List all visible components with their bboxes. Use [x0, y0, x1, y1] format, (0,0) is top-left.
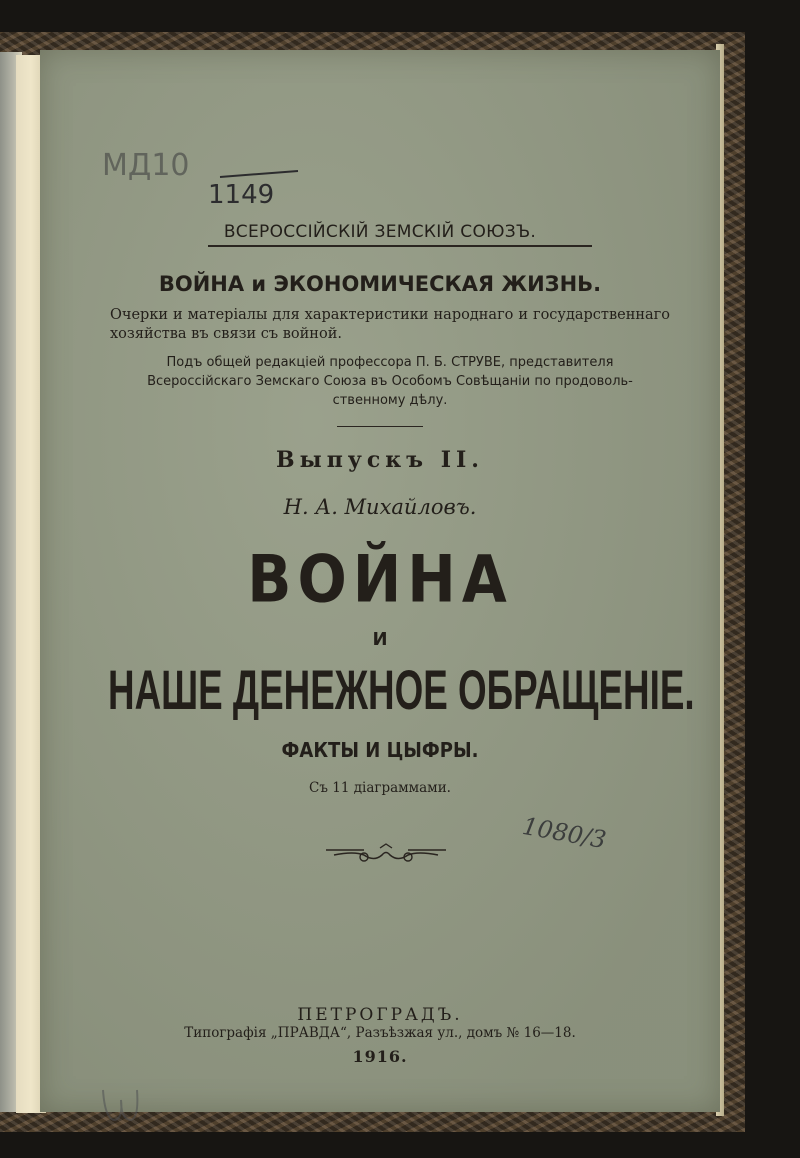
title-page [40, 50, 720, 1112]
ornament-divider [324, 842, 448, 868]
series-description: Очерки и матеріалы для характеристики народнаго и государственнаго хозяйства въ связи съ войной. [110, 307, 670, 342]
editor-note [110, 353, 670, 410]
editor-line-2: Всероссійскаго Земскаго Союза въ Особомъ Совѣщаніи по продоволь- [147, 374, 633, 389]
subtitle: ФАКТЫ И ЦЫФРЫ. [281, 738, 479, 762]
author-name: Н. А. Михайловъ. [283, 495, 477, 519]
handwritten-shelfmark [100, 145, 300, 205]
editor-line-3: ственному дѣлу. [332, 393, 448, 408]
shelfmark-line1: МД10 [102, 148, 190, 183]
series-title: ВОЙНА и ЭКОНОМИЧЕСКАЯ ЖИЗНЬ. [158, 272, 602, 296]
imprint-printer: Типографія „ПРАВДА“, Разъѣзжая ул., домъ № 16—18. [184, 1025, 576, 1041]
section-rule [337, 426, 423, 427]
issue-number: Выпускъ II. [276, 447, 484, 473]
faint-pencil-mark [95, 1080, 145, 1130]
editor-line-1: Подъ общей редакціей профессора П. Б. СТРУВЕ, представителя [166, 355, 614, 370]
handwritten-catalog-number: 1080/3 [520, 811, 609, 855]
imprint-city: ПЕТРОГРАДЪ. [297, 1005, 463, 1025]
main-title-word: ВОЙНА [247, 540, 513, 618]
imprint-year: 1916. [352, 1047, 408, 1066]
title-conjunction: И [372, 629, 388, 650]
union-rule [208, 245, 592, 247]
union-name: ВСЕРОССІЙСКІЙ ЗЕМСКІЙ СОЮЗЪ. [223, 222, 537, 242]
shelfmark-line2: 1149 [208, 180, 275, 205]
diagrams-note: Съ 11 діаграммами. [309, 780, 451, 796]
title-subject: НАШЕ ДЕНЕЖНОЕ ОБРАЩЕНІЕ. [108, 658, 695, 722]
